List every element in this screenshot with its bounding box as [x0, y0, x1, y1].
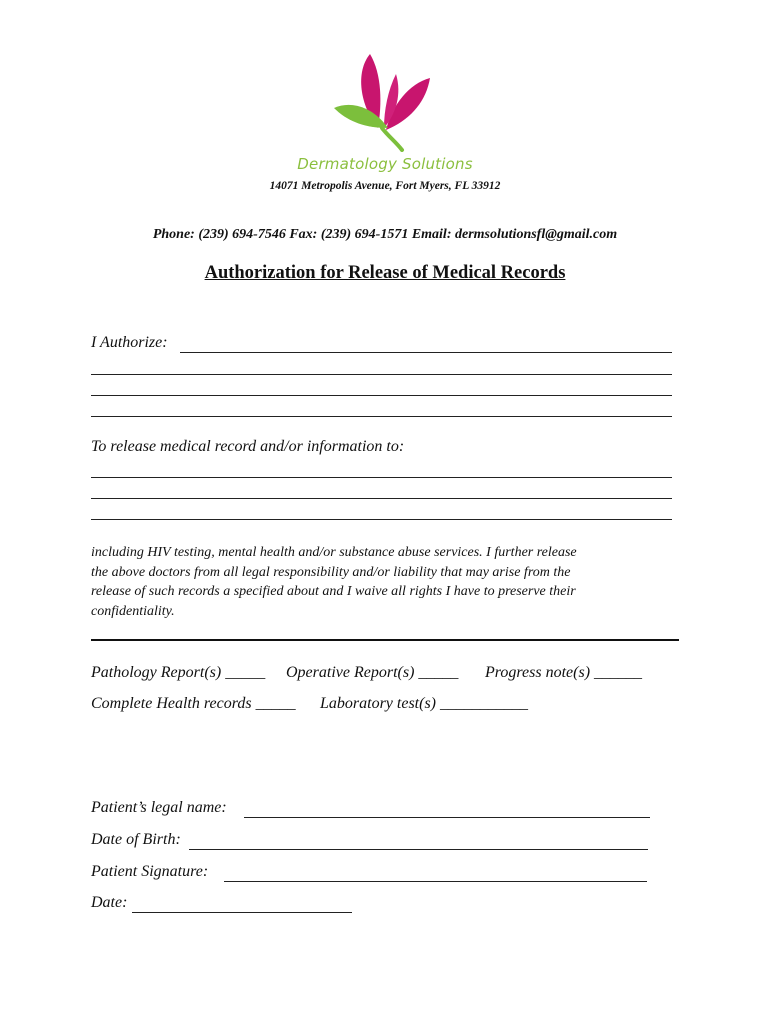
authorize-field[interactable] [180, 352, 672, 353]
section-divider [91, 639, 679, 641]
release-to-line-2[interactable] [91, 498, 672, 499]
disclaimer-line: confidentiality. [91, 603, 175, 619]
patient-signature-field[interactable] [224, 881, 647, 882]
operative-report-option[interactable]: Operative Report(s) _____ [286, 664, 459, 681]
form-title: Authorization for Release of Medical Records [204, 263, 566, 283]
date-of-birth-field[interactable] [189, 849, 648, 850]
authorize-line-2[interactable] [91, 374, 672, 375]
brand-name: Dermatology Solutions [297, 155, 473, 173]
disclaimer-line: release of such records a specified about and I waive all rights I have to preserve their [91, 584, 576, 599]
release-to-label: To release medical record and/or information to: [91, 438, 405, 455]
release-to-line-3[interactable] [91, 519, 672, 520]
disclaimer-line: the above doctors from all legal responsibility and/or liability that may arise from the [91, 564, 571, 580]
patient-legal-name-label: Patient’s legal name: [91, 799, 227, 816]
release-to-line-1[interactable] [91, 477, 672, 478]
patient-legal-name-field[interactable] [244, 817, 650, 818]
flower-logo-icon [330, 44, 440, 152]
complete-health-records-option[interactable]: Complete Health records _____ [91, 695, 296, 712]
progress-note-option[interactable]: Progress note(s) ______ [485, 664, 643, 681]
patient-signature-label: Patient Signature: [91, 863, 209, 880]
date-field[interactable] [132, 912, 352, 913]
clinic-contact: Phone: (239) 694-7546 Fax: (239) 694-1571 Email: dermsolutionsfl@gmail.com [152, 227, 618, 242]
disclaimer-line: including HIV testing, mental health and/or substance abuse services. I further release [91, 545, 577, 560]
pathology-report-option[interactable]: Pathology Report(s) _____ [91, 664, 266, 681]
authorize-line-4[interactable] [91, 416, 672, 417]
laboratory-test-option[interactable]: Laboratory test(s) ___________ [320, 695, 528, 712]
date-label: Date: [91, 894, 128, 911]
authorize-line-3[interactable] [91, 395, 672, 396]
date-of-birth-label: Date of Birth: [91, 831, 181, 848]
disclaimer-paragraph [91, 543, 671, 621]
clinic-address: 14071 Metropolis Avenue, Fort Myers, FL 33912 [269, 180, 501, 192]
authorize-label: I Authorize: [91, 334, 168, 351]
